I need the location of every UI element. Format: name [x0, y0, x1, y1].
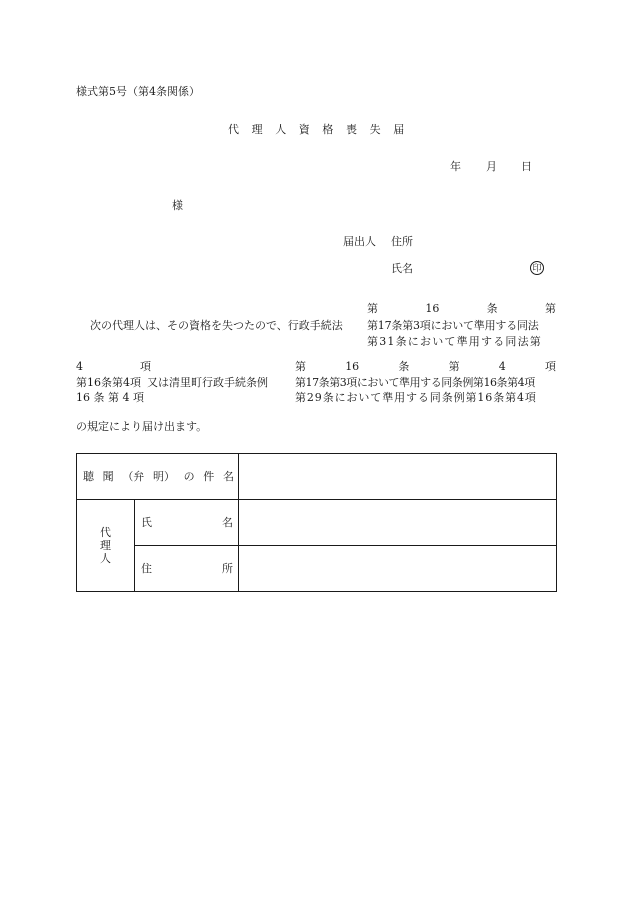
address-label-token: 住 [141, 562, 152, 575]
clause-line-3: 16 条 第 4 項 [76, 391, 144, 404]
name-label-token: 名 [222, 516, 233, 529]
notifier-label: 届出人 [343, 235, 376, 248]
case-label-token: 名 [222, 470, 234, 483]
case-label-token: 聴 [83, 470, 94, 483]
ordinance-line-2: 第17条第3項において準用する同条例第16条第4項 [295, 376, 535, 389]
case-name-label-cell [77, 454, 239, 500]
intro-sentence: 次の代理人は、その資格を失つたので、行政手続法 [90, 319, 343, 332]
date-year-label: 年 [450, 160, 461, 173]
address-label-token: 所 [222, 562, 233, 575]
statute-line-2: 第17条第3項において準用する同法 [367, 319, 539, 332]
date-day-label: 日 [521, 160, 532, 173]
case-name-value-cell[interactable] [239, 454, 557, 500]
ordinance-token: 条 [398, 360, 410, 373]
agent-address-label-cell [135, 546, 239, 592]
agent-label-cell [77, 500, 135, 592]
statute-token: 第 [367, 302, 378, 315]
ordinance-token: 項 [544, 360, 556, 373]
conjunction-text: 又は清里町行政手続条例 [147, 376, 268, 389]
addressee-suffix: 様 [172, 199, 183, 212]
agent-address-value-cell[interactable] [239, 546, 557, 592]
statute-line-1 [367, 303, 556, 314]
agent-name-label-cell [135, 500, 239, 546]
ordinance-line-1 [295, 361, 556, 372]
case-label-token: 聞 [102, 470, 114, 483]
statute-token: 第 [544, 302, 556, 315]
statute-token: 条 [486, 302, 498, 315]
agent-form-table [76, 453, 557, 592]
agent-label-char: 人 [100, 552, 111, 565]
ordinance-token: 16 [345, 360, 360, 373]
case-label-token: の [183, 470, 195, 483]
statute-line-3: 第31条において準用する同法第 [367, 335, 542, 348]
page-title: 代理人資格喪失届 [228, 123, 417, 136]
ordinance-token: 4 [498, 360, 506, 373]
agent-label-char: 理 [100, 539, 111, 552]
notifier-name-label: 氏名 [391, 262, 413, 275]
seal-mark: 印 [530, 261, 544, 275]
name-label-token: 氏 [141, 516, 152, 529]
clause-token: 4 [76, 360, 83, 373]
ordinance-token: 第 [295, 360, 306, 373]
table-row [77, 546, 557, 592]
table-row [77, 500, 557, 546]
table-row [77, 454, 557, 500]
closing-sentence: の規定により届け出ます。 [76, 420, 208, 433]
clause-line-2: 第16条第4項 [76, 376, 141, 389]
clause-line-1 [76, 361, 151, 372]
form-number: 様式第5号（第4条関係） [76, 85, 200, 98]
case-label-token: 明） [152, 470, 175, 483]
case-label-token: 件 [203, 470, 215, 483]
clause-token: 項 [140, 360, 151, 373]
agent-label-char: 代 [100, 526, 111, 539]
date-month-label: 月 [486, 160, 497, 173]
case-label-token: （弁 [122, 470, 145, 483]
ordinance-line-3: 第29条において準用する同条例第16条第4項 [295, 391, 537, 404]
agent-name-value-cell[interactable] [239, 500, 557, 546]
ordinance-token: 第 [448, 360, 460, 373]
statute-token: 16 [425, 302, 440, 315]
notifier-address-label: 住所 [391, 235, 413, 248]
